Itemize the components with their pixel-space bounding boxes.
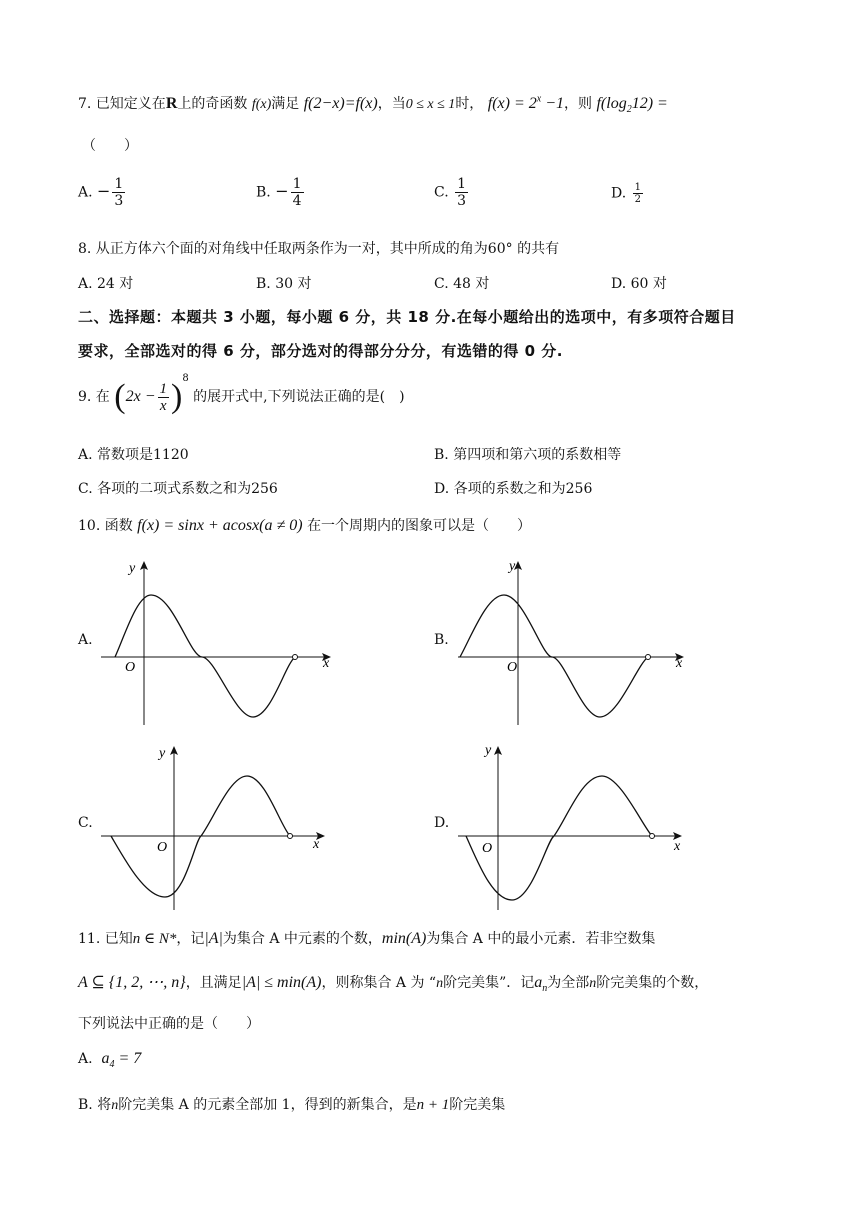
x-label: x: [313, 837, 320, 852]
q11-l2-h: 为全部: [547, 975, 590, 991]
origin-label: O: [482, 841, 493, 856]
q9-stem: [78, 373, 405, 416]
section2-header-line2: 要求，全部选对的得 6 分，部分选对的得部分分分，有选错的得 0 分.: [78, 342, 563, 360]
frac-den: 3: [457, 193, 467, 209]
q9-option-c[interactable]: C. 各项的二项式系数之和为256: [78, 481, 278, 497]
q11-l2-g: a: [534, 974, 543, 991]
graph-c-label: C.: [78, 815, 93, 831]
q10-suffix: 在一个周期内的图象可以是（ ）: [307, 518, 532, 534]
frac-num: 1: [159, 380, 167, 397]
option-fraction: [455, 176, 468, 209]
graph-d[interactable]: [452, 740, 702, 915]
q8-option-d[interactable]: D. 60 对: [611, 276, 667, 292]
q11-l1-n: n ∈ N*: [132, 931, 177, 947]
q7-mid1: 上的奇函数: [177, 96, 248, 112]
q11-line1: [78, 928, 655, 948]
q7-mid4: 时，: [455, 96, 484, 112]
sine-curve: [460, 595, 648, 717]
origin-label: O: [507, 660, 518, 675]
q7-mid5: ，则: [564, 96, 593, 112]
option-label: D.: [611, 185, 627, 202]
x-label: x: [674, 839, 681, 854]
q11-opt-b-d: 阶完美集: [449, 1097, 506, 1113]
q7-condition: f(2−x)=f(x): [303, 95, 378, 112]
q7-def-lhs: f(x) = 2: [487, 95, 537, 112]
q7-stem: [78, 93, 668, 115]
q9-fraction: [158, 381, 170, 414]
q9-power: 8: [182, 373, 189, 385]
q11-l1-b: ，记: [176, 931, 205, 947]
q11-line3: 下列说法中正确的是（ ）: [78, 1016, 260, 1032]
y-label: y: [485, 743, 492, 758]
q11-l2-i: n: [589, 976, 597, 991]
q11-l2-c: |A| ≤ min(A): [241, 974, 322, 991]
q11-option-b[interactable]: [78, 1094, 505, 1114]
q11-line2: [78, 972, 708, 994]
q11-option-a[interactable]: [78, 1050, 141, 1070]
open-endpoint-icon: [293, 655, 298, 660]
q7-def-rhs: −1: [541, 95, 565, 112]
q8-option-c[interactable]: C. 48 对: [434, 276, 490, 292]
origin-label: O: [125, 660, 136, 675]
q11-opt-b-c: n + 1: [416, 1097, 450, 1113]
q11-l1-c: 为集合 A 中元素的个数，: [222, 931, 382, 947]
graph-b-label: B.: [434, 632, 449, 648]
q11-l2-a: A ⊆ {1, 2, ⋯, n}: [78, 974, 186, 991]
sine-curve: [115, 595, 295, 717]
q7-paren: （ ）: [82, 138, 138, 154]
q7-ask-a: f(log: [596, 95, 627, 112]
q11-opt-a-var: a: [101, 1050, 110, 1067]
y-label: y: [129, 561, 136, 576]
q11-l1-a: 11. 已知: [78, 931, 133, 947]
q11-l2-an: [534, 974, 548, 995]
q7-ask-end: 12) =: [631, 95, 668, 112]
q10-function: f(x) = sinx + acosx(a ≠ 0): [137, 517, 303, 534]
q7-option-c[interactable]: [434, 176, 470, 209]
q7-definition: [488, 95, 564, 112]
option-fraction: [633, 182, 643, 205]
q9-option-a[interactable]: A. 常数项是1120: [78, 447, 189, 463]
frac-num: 1: [457, 176, 467, 192]
q9-expr: 2x −: [125, 388, 156, 405]
q11-l1-min: min(A): [381, 930, 427, 947]
q7-option-d[interactable]: [611, 182, 645, 205]
q11-opt-b-a: B. 将: [78, 1097, 112, 1113]
frac-num: 1: [114, 176, 124, 192]
open-endpoint-icon: [650, 834, 655, 839]
q11-opt-a-math: [101, 1050, 142, 1071]
q10-stem: [78, 515, 531, 535]
q7-def-exp: x: [536, 93, 542, 105]
option-label: C.: [434, 184, 449, 201]
option-label: A.: [78, 184, 93, 201]
q8-option-a[interactable]: A. 24 对: [78, 276, 134, 292]
q7-fx: f(x): [251, 97, 272, 112]
q11-opt-a-sub: 4: [109, 1059, 115, 1071]
q8-stem: 8. 从正方体六个面的对角线中任取两条作为一对，其中所成的角为60° 的共有: [78, 241, 560, 257]
q9-option-d[interactable]: D. 各项的系数之和为256: [434, 481, 593, 497]
graph-c[interactable]: [95, 740, 345, 915]
graph-a-label: A.: [78, 632, 93, 648]
q11-l1-abs: |A|: [204, 930, 223, 947]
q11-l2-b: ，且满足: [185, 975, 242, 991]
open-endpoint-icon: [646, 655, 651, 660]
q7-intro: 已知定义在: [95, 96, 166, 112]
graph-a[interactable]: [95, 555, 345, 730]
q7-ask: [596, 95, 668, 116]
q11-l2-gs: n: [542, 983, 548, 995]
frac-den: x: [159, 397, 167, 414]
q11-l2-f: 阶完美集”．记: [443, 975, 535, 991]
sine-curve: [466, 776, 652, 900]
option-fraction: [112, 176, 125, 209]
x-label: x: [323, 656, 330, 671]
q11-l2-d: ，则称集合 A 为 “: [321, 975, 437, 991]
frac-num: 1: [634, 182, 642, 193]
q10-prefix: 10. 函数: [78, 518, 133, 534]
section2-header-line1: 二、选择题：本题共 3 小题，每小题 6 分，共 18 分.在每小题给出的选项中，有多项符合题目: [78, 308, 736, 326]
q7-mid3: ，当: [377, 96, 406, 112]
q9-paren-open: (: [114, 378, 126, 415]
q7-mid2: 满足: [271, 96, 300, 112]
q7-range: 0 ≤ x ≤ 1: [405, 97, 456, 112]
q8-option-b[interactable]: B. 30 对: [256, 276, 312, 292]
q11-l2-j: 阶完美集的个数，: [596, 975, 709, 991]
q7-number: 7.: [78, 96, 92, 112]
q9-prefix: 9. 在: [78, 389, 110, 405]
option-sign: −: [97, 181, 111, 201]
option-sign: −: [275, 181, 289, 201]
open-endpoint-icon: [288, 834, 293, 839]
q11-l1-d: 为集合 A 中的最小元素．若非空数集: [426, 931, 656, 947]
q7-option-a[interactable]: [78, 176, 127, 209]
x-label: x: [676, 656, 683, 671]
q7-ask-sub: 2: [626, 104, 632, 116]
frac-den: 4: [292, 193, 302, 209]
frac-den: 2: [634, 194, 642, 205]
frac-num: 1: [292, 176, 302, 192]
q11-opt-b-b: 阶完美集 A 的元素全部加 1，得到的新集合，是: [118, 1097, 417, 1113]
origin-label: O: [157, 840, 168, 855]
q11-opt-a-rest: = 7: [114, 1050, 142, 1067]
graph-d-label: D.: [434, 815, 450, 831]
q7-set: R: [165, 95, 178, 112]
y-label: y: [159, 746, 166, 761]
y-label: y: [509, 559, 516, 574]
q7-option-b[interactable]: [256, 176, 306, 209]
graph-b[interactable]: [452, 555, 702, 730]
option-fraction: [291, 176, 304, 209]
option-label: B.: [256, 184, 271, 201]
q11-opt-b-n: n: [111, 1098, 119, 1113]
q11-l2-e: n: [436, 976, 444, 991]
q9-option-b[interactable]: B. 第四项和第六项的系数相等: [434, 447, 622, 463]
option-label: A.: [78, 1051, 93, 1067]
frac-den: 3: [114, 193, 124, 209]
q9-paren-close: ): [171, 378, 183, 415]
q9-suffix: 的展开式中,下列说法正确的是( ): [193, 389, 405, 405]
